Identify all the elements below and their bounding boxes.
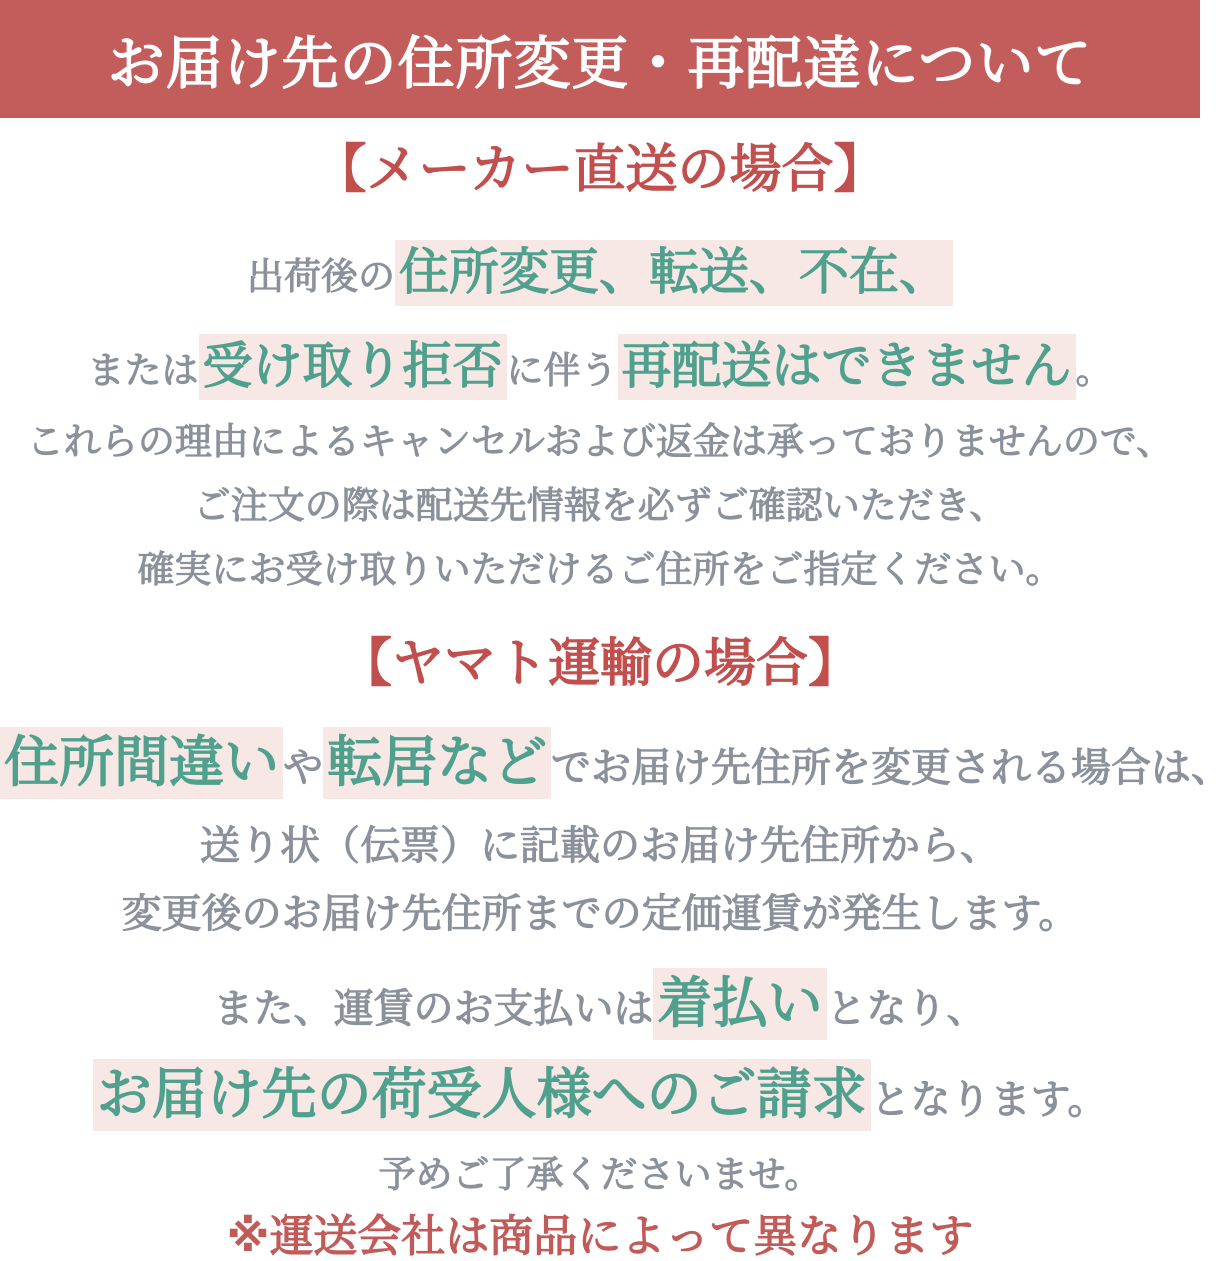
body-text: 出荷後の: [247, 256, 395, 297]
section-heading-maker-direct: 【メーカー直送の場合】: [314, 141, 886, 199]
highlighted-phrase-address-change-transfer-absence: 住所変更、転送、不在、: [395, 240, 953, 306]
notice-line-waybill-address: [0, 823, 1200, 869]
body-text: となり、: [826, 987, 987, 1031]
yamato-section: [0, 635, 1231, 1197]
notice-line-confirm-address: [0, 484, 1200, 528]
body-text: 確実にお受け取りいただけるご住所をご指定ください。: [137, 549, 1063, 590]
page-title: お届け先の住所変更・再配達について: [107, 32, 1093, 96]
highlighted-phrase-wrong-address: 住所間違い: [0, 727, 283, 799]
notice-line-refusal-redelivery: [0, 326, 1200, 398]
body-text: に伴う: [506, 350, 618, 391]
notice-line-cash-on-delivery: [0, 959, 1200, 1038]
body-text: または: [87, 350, 199, 391]
footer-note-carrier-varies: ※運送会社は商品によって異なります: [226, 1212, 974, 1261]
body-text: 。: [1075, 350, 1113, 391]
highlighted-phrase-cod: 着払い: [653, 968, 826, 1040]
highlighted-phrase-billed-to-recipient: お届け先の荷受人様へのご請求: [93, 1059, 871, 1131]
maker-direct-section: [0, 142, 1200, 592]
notice-line-no-cancel-refund: [0, 420, 1200, 464]
body-text: となります。: [870, 1078, 1108, 1122]
body-text: これらの理由によるキャンセルおよび返金は承っておりませんので、: [26, 421, 1174, 462]
body-text: や: [283, 746, 324, 790]
body-text: でお届け先住所を変更される場合は、: [551, 746, 1231, 790]
notice-line-billed-to-recipient: [0, 1050, 1200, 1129]
body-text: また、運賃のお支払いは: [213, 987, 654, 1031]
highlighted-phrase-moving: 転居など: [323, 727, 551, 799]
notice-line-freight-charge: [0, 891, 1200, 937]
body-text: ご注文の際は配送先情報を必ずご確認いただき、: [193, 485, 1007, 526]
notice-line-understanding: [0, 1153, 1200, 1197]
notice-line-shipped-changes: [0, 232, 1200, 304]
body-text: 変更後のお届け先住所までの定価運賃が発生します。: [121, 892, 1079, 936]
section-heading-yamato: 【ヤマト運輸の場合】: [339, 635, 860, 693]
notice-line-wrong-address-moving: [0, 718, 1231, 797]
notice-line-specify-address: [0, 548, 1200, 592]
header-banner: [0, 0, 1200, 118]
highlighted-phrase-refusal: 受け取り拒否: [199, 334, 507, 400]
body-text: 送り状（伝票）に記載のお届け先住所から、: [200, 824, 1000, 868]
body-text: 予めご了承くださいませ。: [378, 1154, 822, 1195]
highlighted-phrase-no-redelivery: 再配送はできません: [618, 334, 1076, 400]
